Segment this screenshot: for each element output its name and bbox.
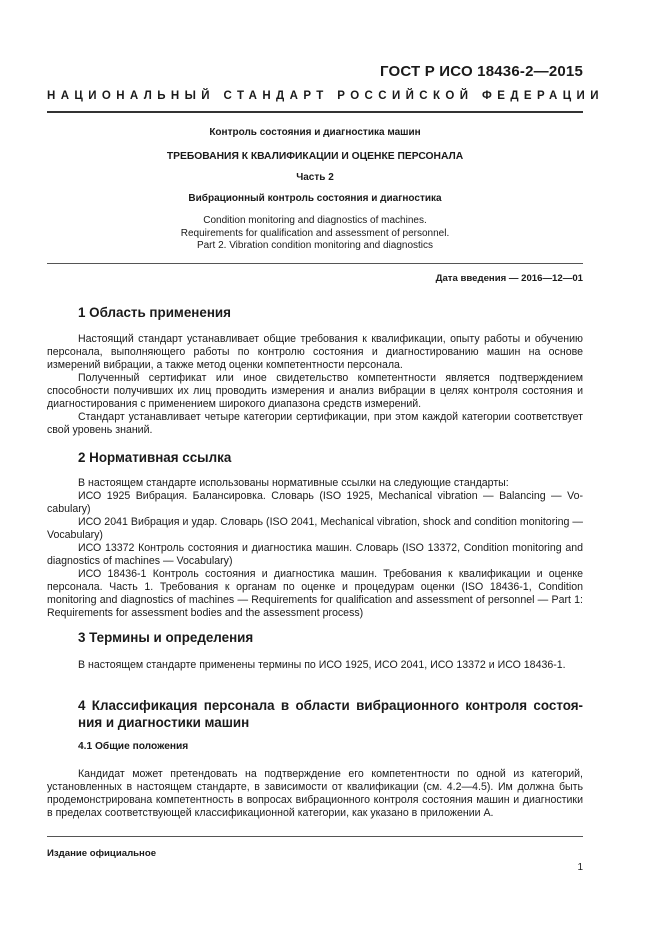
paragraph: Настоящий стандарт устанавливает общие требования к квалификации, опыту работы и обучению персонала, выполняющего работы по контролю состояния и диагностированию машин на основе измерений вибрации, а также метод оценки компетентности персонала. — [47, 333, 583, 371]
footer-rule — [47, 836, 583, 837]
paragraph: Кандидат может претендовать на подтверждение его компетентности по одной из категорий, установленных в настоящем стандарте, в зависимости от квалификации (см. 4.2—4.5). Им должна быть продемонстрирована компетентность в вопросах вибрационного контроля состояния машин и диагностики в пределах соответствующей классификационной категории, как указано в приложении А. — [47, 768, 583, 819]
english-title-line-3: Part 2. Vibration condition monitoring and diagnostics — [196, 240, 434, 251]
title-line-1: Контроль состояния и диагностика машин — [209, 127, 421, 138]
english-title-line-2: Requirements for qualification and assessment of personnel. — [180, 227, 450, 239]
header-rule — [47, 111, 583, 113]
reference-item: ИСО 1925 Вибрация. Балансировка. Словарь (ISO 1925, Mechanical vibration — Balancing — Vocabulary) — [47, 490, 583, 515]
standard-designation: ГОСТ Р ИСО 18436-2—2015 — [379, 63, 583, 80]
reference-item: ИСО 2041 Вибрация и удар. Словарь (ISO 2041, Mechanical vibration, shock and condition monitoring — Vocabulary) — [47, 516, 583, 541]
section-1-body — [47, 333, 583, 437]
english-title-line-1: Condition monitoring and diagnostics of machines. — [203, 215, 427, 226]
page-number: 1 — [577, 862, 583, 873]
paragraph: В настоящем стандарте использованы нормативные ссылки на следующие стандарты: — [78, 477, 509, 489]
effective-date: Дата введения — 2016—12—01 — [435, 273, 583, 284]
edition-label: Издание официальное — [47, 848, 157, 859]
section-2-body — [47, 477, 583, 620]
reference-item: ИСО 18436-1 Контроль состояния и диагностика машин. Требования к квалификации и оценке персонала. Часть 1. Требования к органам по оценке и процедурам оценки (ISO 18436-1, Condition monitoring and diagnostics of machines — Requirements for qualification and assessment of personnel — Part 1: Requirements for assessment bodies and the assessment process) — [47, 568, 583, 619]
english-title — [47, 215, 583, 253]
section-heading: 3 Термины и определения — [78, 630, 254, 645]
paragraph: Полученный сертификат или иное свидетельство компетентности является подтверждением способности получивших их лиц проводить измерения и анализ вибрации в целях контроля состояния и диагностирования с применением широкого диапазона средств измерений. — [47, 372, 583, 410]
title-line-2: ТРЕБОВАНИЯ К КВАЛИФИКАЦИИ И ОЦЕНКЕ ПЕРСОНАЛА — [166, 151, 464, 162]
section-4-body — [47, 768, 583, 820]
paragraph: В настоящем стандарте применены термины по ИСО 1925, ИСО 2041, ИСО 13372 и ИСО 18436-1. — [78, 659, 566, 671]
title-subtitle: Вибрационный контроль состояния и диагностика — [188, 193, 442, 204]
section-heading: 1 Область применения — [78, 305, 231, 320]
section-heading: 2 Нормативная ссылка — [78, 450, 232, 465]
paragraph: Стандарт устанавливает четыре категории сертификации, при этом каждой категории соответствует свой уровень знаний. — [47, 411, 583, 436]
section-heading: 4 Классификация персонала в области вибрационного контроля состояния и диагностики машин — [78, 698, 583, 730]
reference-item: ИСО 13372 Контроль состояния и диагностика машин. Словарь (ISO 13372, Condition monitoring and diagnostics of machines — Vocabulary) — [47, 542, 583, 567]
title-part: Часть 2 — [296, 172, 334, 183]
national-standard-banner: НАЦИОНАЛЬНЫЙ СТАНДАРТ РОССИЙСКОЙ ФЕДЕРАЦИИ — [47, 90, 604, 102]
subsection-4-1-heading: 4.1 Общие положения — [78, 741, 189, 752]
section-1-heading — [78, 305, 583, 320]
section-2-heading — [78, 450, 583, 465]
section-3-body — [47, 659, 583, 672]
section-4-heading — [78, 697, 583, 731]
title-rule — [47, 263, 583, 264]
section-3-heading — [78, 630, 583, 645]
